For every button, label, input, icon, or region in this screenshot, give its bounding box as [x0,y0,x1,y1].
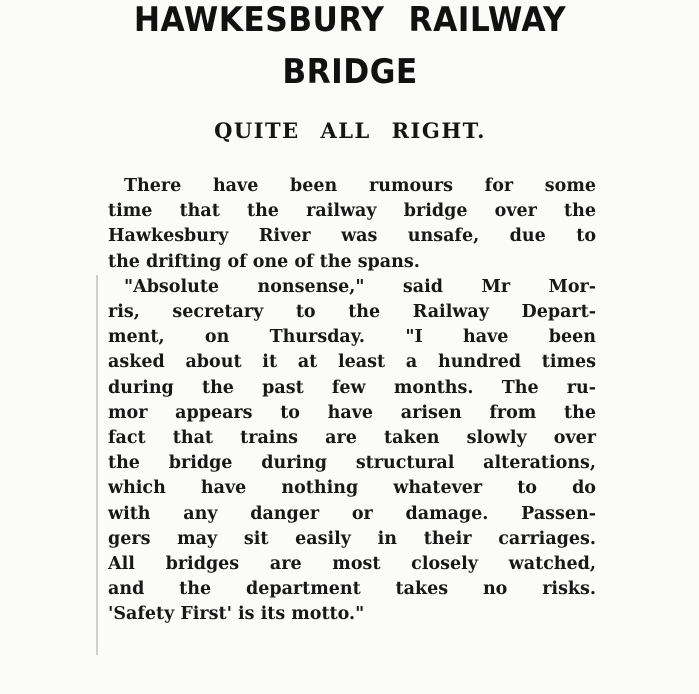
article-body [108,174,596,628]
article-line: which have nothing whatever to do [108,478,596,499]
article-line: during the past few months. The ru- [108,377,596,398]
article-line: with any danger or damage. Passen- [108,503,596,524]
subheadline: QUITE ALL RIGHT. [214,118,486,143]
article-line: All bridges are most closely watched, [108,554,596,575]
article-line: the bridge during structural alterations, [108,453,596,474]
article-line: the drifting of one of the spans. [108,251,420,272]
column-rule [96,275,98,655]
article-line: Hawkesbury River was unsafe, due to [108,226,596,247]
article-line: mor appears to have arisen from the [108,402,596,423]
article-line: "Absolute nonsense," said Mr Mor- [124,276,596,297]
article-line: ment, on Thursday. "I have been [108,327,596,348]
article-line: time that the railway bridge over the [108,201,596,222]
headline-line-2: BRIDGE [282,52,418,92]
article-line: asked about it at least a hundred times [108,352,596,373]
headline [100,0,600,94]
headline-line-1: HAWKESBURY RAILWAY [133,0,567,40]
article-line: ris, secretary to the Railway Depart- [108,302,596,323]
article-line: and the department takes no risks. [108,579,596,600]
article-line: fact that trains are taken slowly over [108,428,596,449]
article-line: 'Safety First' is its motto." [108,604,365,625]
article-line: gers may sit easily in their carriages. [108,528,596,549]
article-line: There have been rumours for some [124,176,596,196]
